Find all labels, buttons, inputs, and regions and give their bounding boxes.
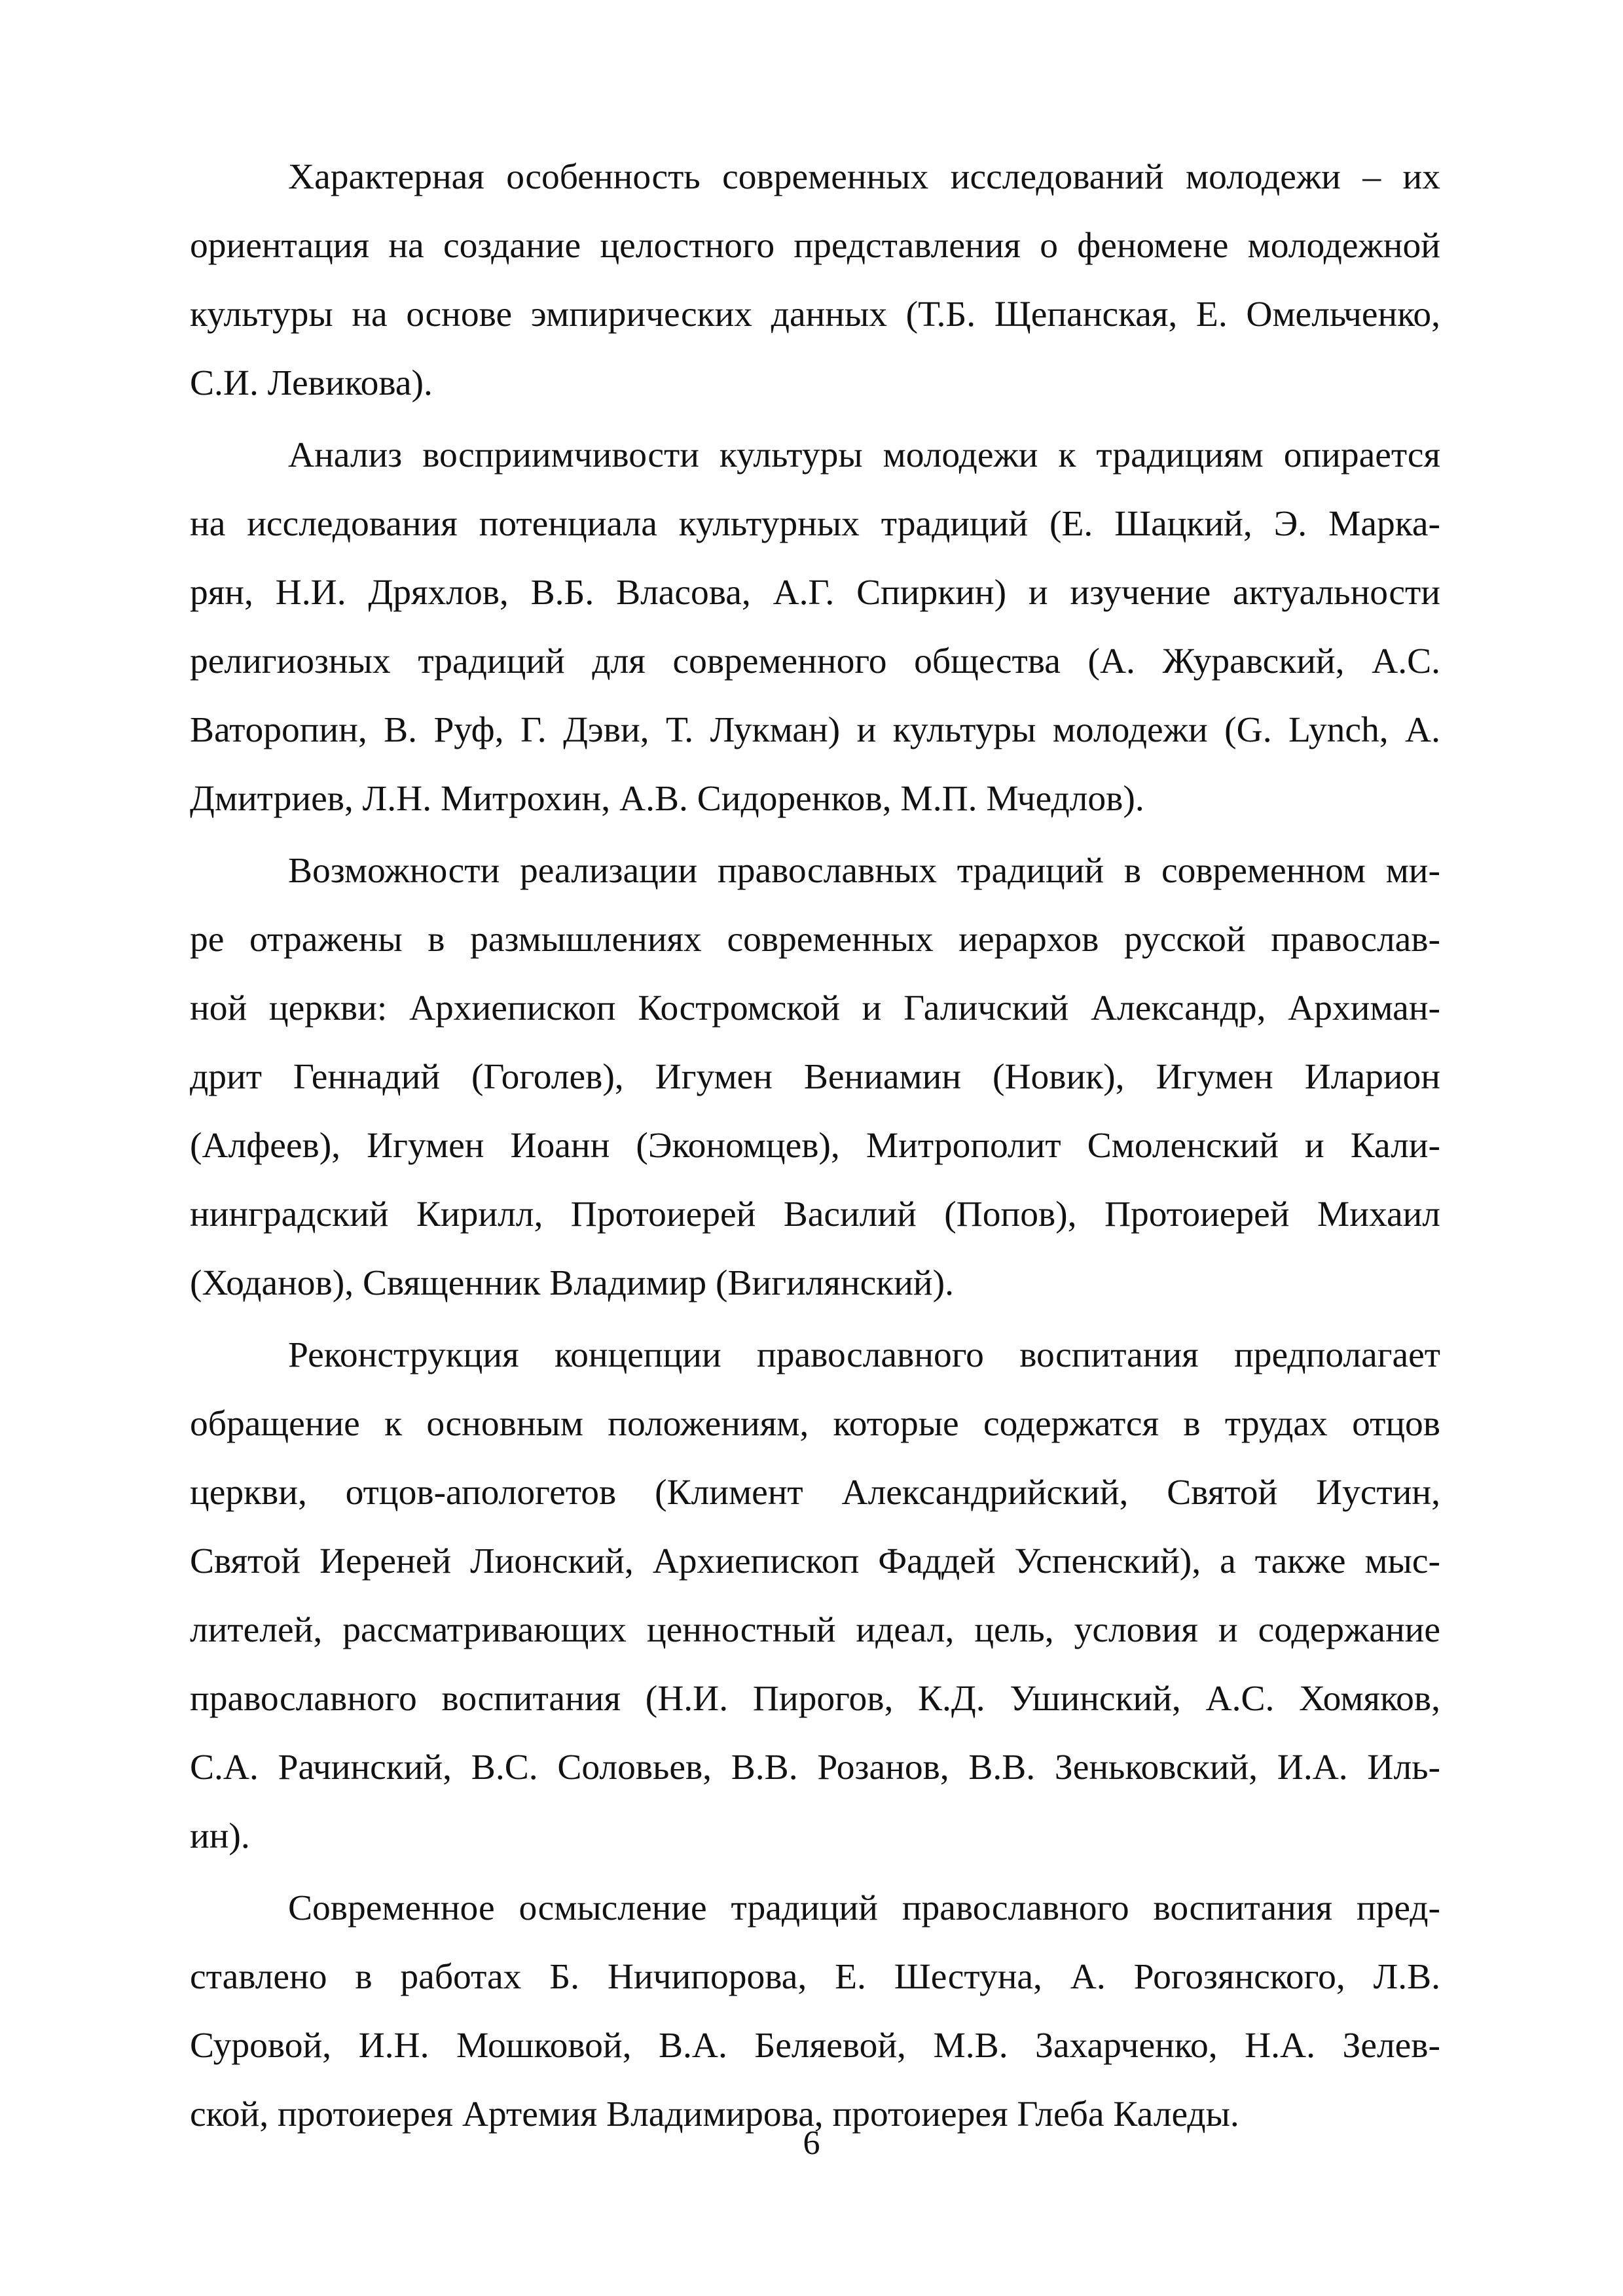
text-line: ин). [190,1816,250,1856]
text-line: Возможности реализации православных традиций в современном ми- [288,851,1440,891]
text-line: ре отражены в размышлениях современных иерархов русской православ- [190,920,1440,960]
text-line: культуры на основе эмпирических данных (Т.Б. Щепанская, Е. Омельченко, [190,295,1440,334]
text-line: обращение к основным положениям, которые содержатся в трудах отцов [190,1404,1440,1444]
text-line: православного воспитания (Н.И. Пирогов, К.Д. Ушинский, А.С. Хомяков, [190,1679,1440,1719]
text-line: Современное осмысление традиций православного воспитания пред- [288,1888,1440,1928]
page-number: 6 [803,2125,820,2162]
text-line: (Алфеев), Игумен Иоанн (Экономцев), Митрополит Смоленский и Кали- [190,1126,1440,1166]
text-line: рян, Н.И. Дряхлов, В.Б. Власова, А.Г. Спиркин) и изучение актуальности [190,573,1440,613]
text-line: Суровой, И.Н. Мошковой, В.А. Беляевой, М.В. Захарченко, Н.А. Зелев- [190,2026,1440,2066]
text-line: церкви, отцов-апологетов (Климент Александрийский, Святой Иустин, [190,1473,1440,1513]
text-line: С.И. Левикова). [190,363,433,403]
text-line: Анализ восприимчивости культуры молодежи к традициям опирается [288,435,1440,475]
document-body [190,143,1440,2152]
text-line: ной церкви: Архиепископ Костромской и Галичский Александр, Архиман- [190,988,1440,1028]
paragraph-orthodox-traditions [190,836,1440,1318]
text-line: лителей, рассматривающих ценностный идеал, цель, условия и содержание [190,1610,1440,1650]
text-line: (Ходанов), Священник Владимир (Вигилянский). [190,1263,954,1303]
paragraph-education-concept [190,1321,1440,1871]
text-line: нинградский Кирилл, Протоиерей Василий (Попов), Протоиерей Михаил [190,1194,1440,1234]
paragraph-modern-interpretation [190,1874,1440,2149]
text-line: ориентация на создание целостного представления о феномене молодежной [190,226,1440,266]
text-line: дрит Геннадий (Гоголев), Игумен Вениамин (Новик), Игумен Иларион [190,1057,1440,1097]
paragraph-youth-culture-research [190,143,1440,418]
text-line: Ватoропин, В. Руф, Г. Дэви, Т. Лукман) и культуры молодежи (G. Lynch, А. [190,710,1440,750]
text-line: на исследования потенциала культурных традиций (Е. Шацкий, Э. Марка- [190,504,1440,544]
text-line: Характерная особенность современных исследований молодежи – их [288,157,1440,197]
text-line: ской, протоиерея Артемия Владимирова, протоиерея Глеба Каледы. [190,2094,1239,2134]
paragraph-tradition-receptivity [190,421,1440,833]
text-line: Дмитриев, Л.Н. Митрохин, А.В. Сидоренков, М.П. Мчедлов). [190,779,1144,819]
text-line: ставлено в работах Б. Ничипорова, Е. Шестуна, А. Рогозянского, Л.В. [190,1957,1440,1997]
text-line: С.А. Рачинский, В.С. Соловьев, В.В. Розанов, В.В. Зеньковский, И.А. Иль- [190,1748,1440,1787]
text-line: религиозных традиций для современного общества (А. Журавский, А.С. [190,641,1440,681]
text-line: Святой Иереней Лионский, Архиепископ Фаддей Успенский), а также мыс- [190,1541,1440,1581]
text-line: Реконструкция концепции православного воспитания предполагает [288,1335,1440,1375]
